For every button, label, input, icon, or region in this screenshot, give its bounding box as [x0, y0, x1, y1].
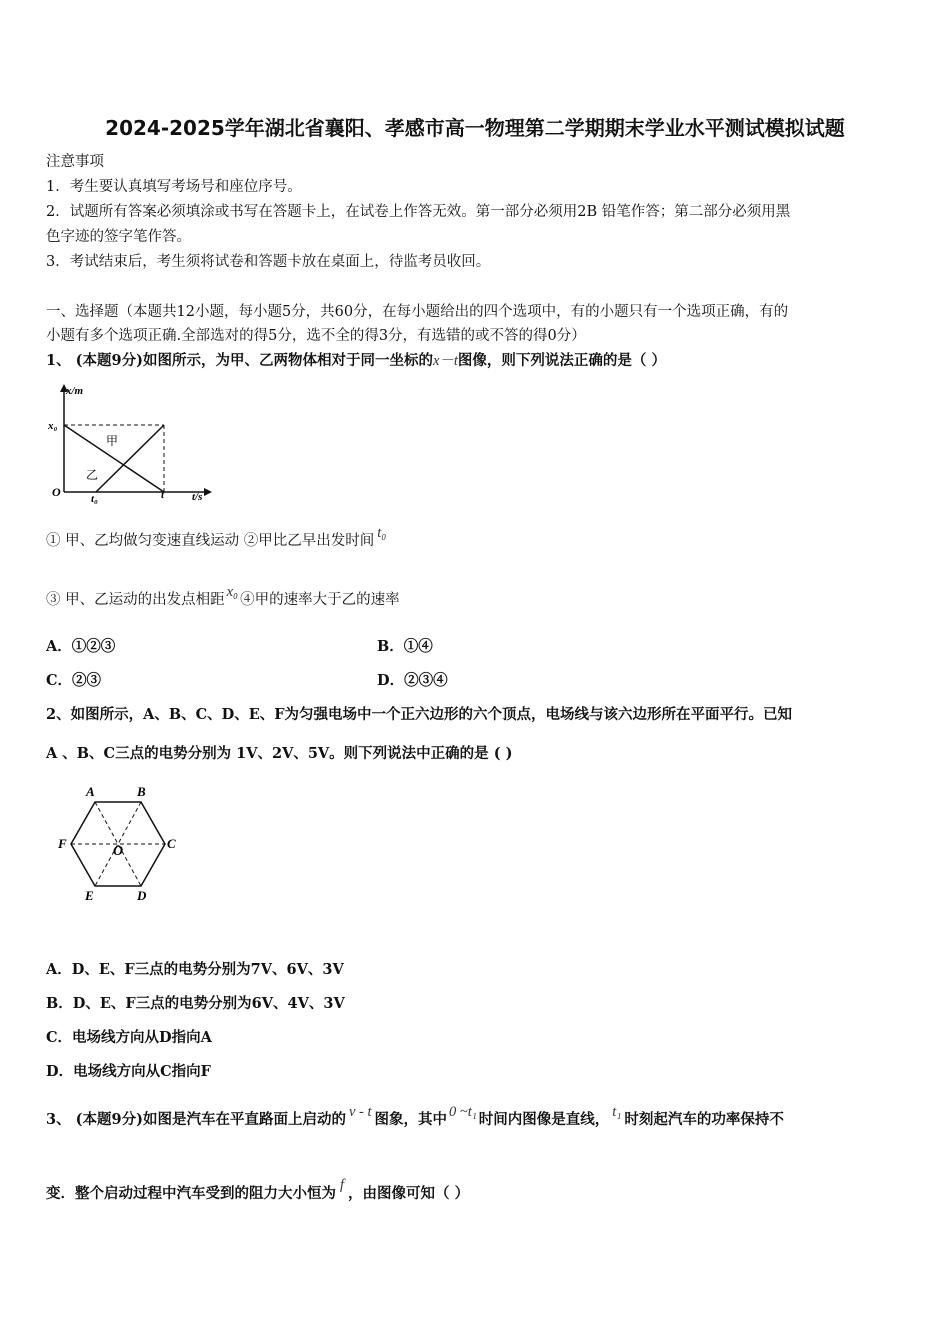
x-axis-arrow	[204, 488, 212, 496]
q2-option-d[interactable]: D．电场线方向从C指向F	[46, 1063, 211, 1080]
t0-label: t₀	[91, 493, 98, 505]
q1-stem: 1、 (本题9分)如图所示，为甲、乙两物体相对于同一坐标的x－t图像，则下列说法正确的是（ ）	[46, 352, 666, 369]
q3-stem-line2: 变．整个启动过程中汽车受到的阻力大小恒为 f ，由图像可知（ ）	[46, 1177, 470, 1202]
q2-option-b[interactable]: B．D、E、F三点的电势分别为6V、4V、3V	[46, 995, 345, 1012]
yi-label: 乙	[86, 468, 99, 482]
section-heading-line1: 一、选择题（本题共12小题，每小题5分，共60分，在每小题给出的四个选项中，有的小题只有一个选项正确，有的	[46, 304, 789, 320]
t-label: t	[161, 489, 165, 501]
page-title: 2024-2025学年湖北省襄阳、孝感市高一物理第二学期期末学业水平测试模拟试题	[105, 116, 845, 140]
q1-statement-1-2: ① 甲、乙均做匀变速直线运动 ②甲比乙早出发时间 t₀	[46, 525, 387, 549]
q2-stem-line1: 2、如图所示，A、B、C、D、E、F为匀强电场中一个正六边形的六个顶点，电场线与该六边形所在平面平行。已知	[46, 706, 793, 723]
q1-xt-graph	[44, 380, 214, 505]
center-o-label: O	[113, 844, 124, 859]
vertex-a-label: A	[86, 784, 95, 799]
vertex-f-label: F	[58, 836, 67, 851]
x0-label: x₀	[48, 420, 58, 432]
y-axis-label: x/m	[66, 385, 84, 397]
q1-option-c[interactable]: C．②③	[46, 672, 102, 689]
q3-stem-line1: 3、 (本题9分)如图是汽车在平直路面上启动的 v - t 图象，其中 0 ~t₁ 时间内图像是直线， t₁ 时刻起汽车的功率保持不	[46, 1104, 784, 1128]
notice-heading: 注意事项	[46, 154, 104, 170]
q1-statement-3-4: ③ 甲、乙运动的出发点相距 x₀ ④甲的速率大于乙的速率	[46, 584, 400, 608]
vertex-b-label: B	[137, 784, 146, 799]
q1-option-a[interactable]: A．①②③	[46, 638, 116, 655]
notice-item-2-cont: 色字迹的签字笔作答。	[46, 229, 191, 245]
vertex-d-label: D	[137, 888, 147, 903]
origin-label: O	[52, 485, 61, 499]
q2-hexagon-figure	[55, 782, 185, 904]
notice-item-1: 1．考生要认真填写考场号和座位序号。	[46, 179, 302, 195]
x-axis-label: t/s	[192, 491, 203, 503]
section-heading-line2: 小题有多个选项正确.全部选对的得5分，选不全的得3分，有选错的或不答的得0分）	[46, 328, 586, 344]
notice-item-2: 2．试题所有答案必须填涂或书写在答题卡上，在试卷上作答无效。第一部分必须用2B 铅笔作答；第二部分必须用黑	[46, 204, 791, 220]
vertex-e-label: E	[85, 888, 94, 903]
jia-label: 甲	[106, 434, 119, 448]
q1-option-b[interactable]: B．①④	[377, 638, 433, 655]
q2-option-c[interactable]: C．电场线方向从D指向A	[46, 1029, 212, 1046]
q2-stem-line2: A 、B、C三点的电势分别为 1V、2V、5V。则下列说法中正确的是 ( )	[46, 745, 513, 762]
q1-option-d[interactable]: D．②③④	[377, 672, 448, 689]
vertex-c-label: C	[167, 836, 176, 851]
q2-option-a[interactable]: A．D、E、F三点的电势分别为7V、6V、3V	[46, 961, 344, 978]
notice-item-3: 3．考试结束后，考生须将试卷和答题卡放在桌面上，待监考员收回。	[46, 254, 491, 270]
